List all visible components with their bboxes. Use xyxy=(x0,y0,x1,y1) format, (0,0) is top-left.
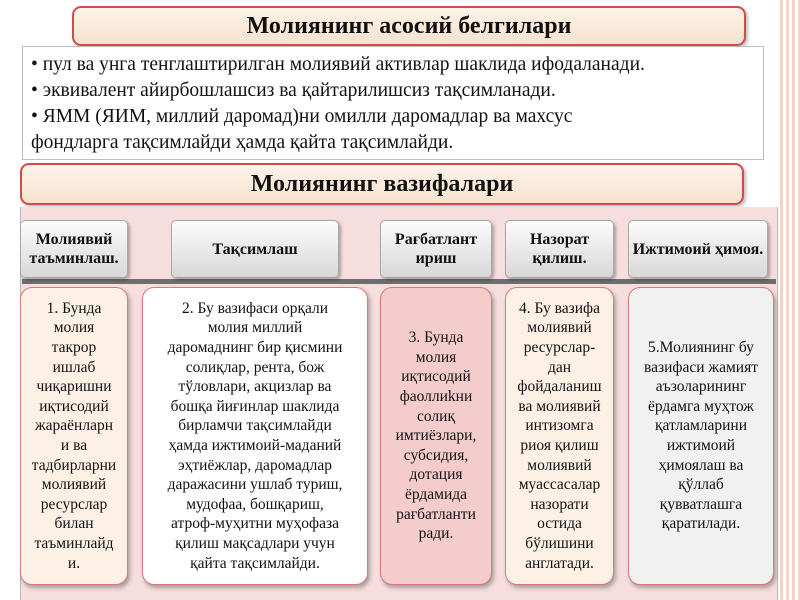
feature-item: фондларга тақсимлайди ҳамда қайта тақсимлайди. xyxy=(31,132,454,153)
function-text-financing: 1. Бунда молия такрор ишлаб чиқаришни иқтисодий жараёнларн и ва тадбирларни молиявий ресурслар билан таъминлайд и. xyxy=(20,287,128,585)
function-text-control: 4. Бу вазифа молиявий ресурслар- дан фойдаланиш ва молиявий интизомга риоя қилиш молиявий муассасалар назорати остида бўлишини англатади. xyxy=(505,287,614,585)
feature-item: • ЯММ (ЯИМ, миллий даромад)ни омилли даромадлар ва махсус xyxy=(31,106,573,127)
function-text-distribution: 2. Бу вазифаси орқали молия миллий даромаднинг бир қисмини солиқлар, рента, бож тўловлари, акцизлар ва бошқа йиғинлар шаклида бирламчи тақсимлайди ҳамда ижтимоий-маданий эҳтиёжлар, даромадлар даражасини ушлаб туриш, мудофаа, бошқариш, атроф-муҳитни муҳофаза қилиш мақсадлари учун қайта тақсимлайди. xyxy=(142,287,368,585)
function-heading-stimulation: Рағбатлант ириш xyxy=(380,220,492,278)
features-list xyxy=(22,46,764,160)
page-title: Молиянинг асосий белгилари xyxy=(72,6,746,46)
feature-item: • эквивалент айирбошлашсиз ва қайтарилишсиз тақсимланади. xyxy=(31,80,556,101)
function-heading-financing: Молиявий таъминлаш. xyxy=(20,220,128,278)
function-text-social-protection: 5.Молиянинг бу вазифаси жамият аъзоларининг ёрдамга муҳтож қатламларини ижтимоий ҳимоялаш ва қўллаб қувватлашга қаратилади. xyxy=(628,287,774,585)
decorative-stripe xyxy=(780,0,800,600)
functions-title: Молиянинг вазифалари xyxy=(20,163,744,205)
function-heading-distribution: Тақсимлаш xyxy=(171,220,339,278)
feature-item: • пул ва унга тенглаштирилган молиявий активлар шаклида ифодаланади. xyxy=(31,54,645,75)
function-text-stimulation: 3. Бунда молия иқтисодий фаоллиkни солиқ имтиёзлари, субсидия, дотация ёрдамида рағбатланти ради. xyxy=(380,287,492,585)
connector-line xyxy=(22,279,776,284)
function-heading-social-protection: Ижтимоий ҳимоя. xyxy=(628,220,768,278)
function-heading-control: Назорат қилиш. xyxy=(505,220,614,278)
